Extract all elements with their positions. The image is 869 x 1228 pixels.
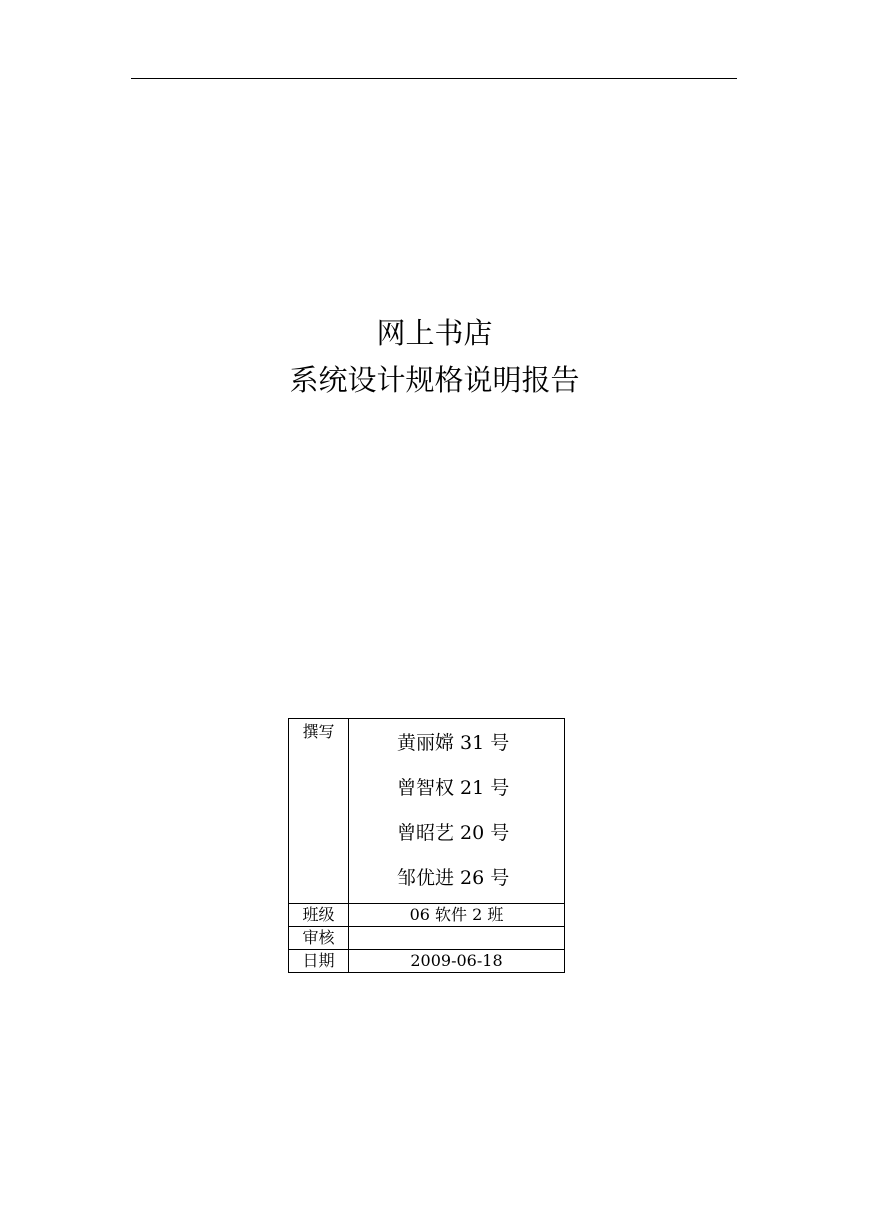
- date-row: [289, 950, 565, 973]
- document-title-line1: 网上书店: [376, 316, 493, 350]
- document-title-line2: 系统设计规格说明报告: [289, 363, 580, 397]
- class-row: [289, 904, 565, 927]
- date-label: 日期: [289, 950, 349, 973]
- date-value: 2009-06-18: [349, 950, 565, 973]
- class-label: 班级: [289, 904, 349, 927]
- author-entry: 曾智权 21 号: [397, 777, 510, 799]
- authors-label: 撰写: [289, 719, 349, 904]
- author-entry: 黄丽嫦 31 号: [397, 732, 510, 754]
- header-rule: [131, 78, 737, 79]
- author-entry: 邹优进 26 号: [397, 867, 510, 889]
- authors-row: [289, 719, 565, 904]
- info-table: [288, 718, 565, 973]
- review-row: [289, 927, 565, 950]
- review-label: 审核: [289, 927, 349, 950]
- authors-cell: [349, 719, 565, 904]
- authors-list: [349, 719, 564, 901]
- review-value: [349, 927, 565, 950]
- class-value: 06 软件 2 班: [349, 904, 565, 927]
- author-entry: 曾昭艺 20 号: [397, 822, 510, 844]
